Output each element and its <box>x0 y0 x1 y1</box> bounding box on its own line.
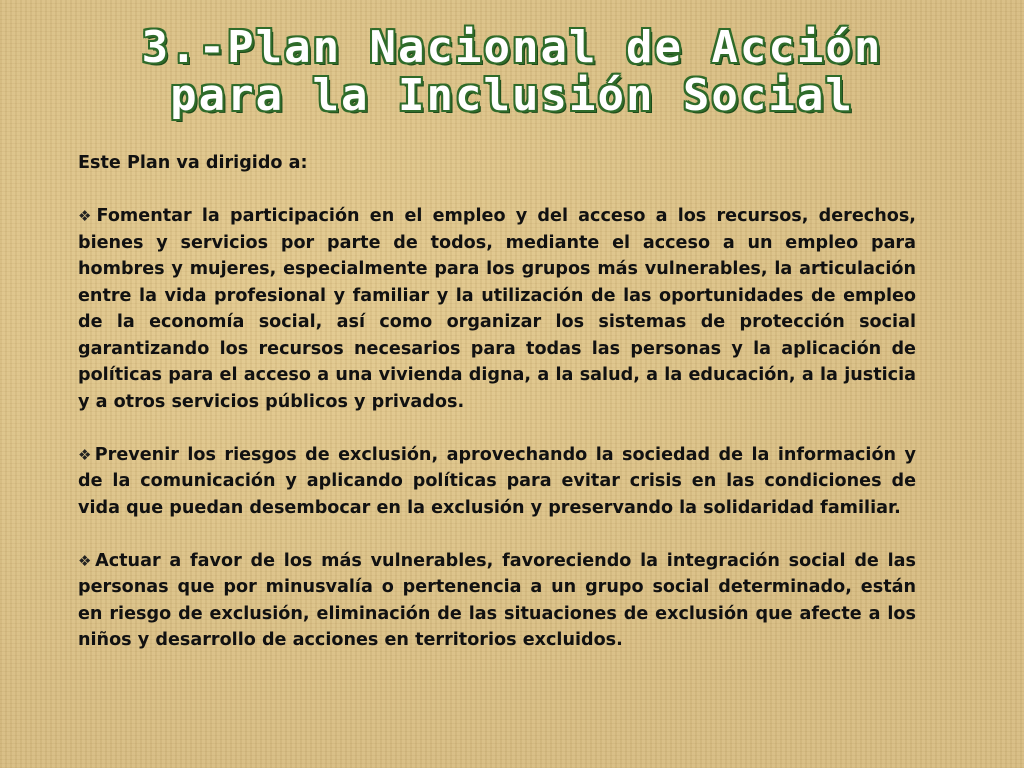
diamond-bullet-icon: ❖ <box>78 445 94 464</box>
bullet-item-1 <box>78 203 916 415</box>
bullet-item-2 <box>78 442 916 522</box>
diamond-bullet-icon: ❖ <box>78 551 95 570</box>
bullet-text-2: Prevenir los riesgos de exclusión, aprovechando la sociedad de la información y de la comunicación y aplicando políticas para evitar crisis en las condiciones de vida que puedan desembocar en la exclusión y preservando la solidaridad familiar. <box>78 444 916 518</box>
slide-body <box>78 150 916 654</box>
intro-text: Este Plan va dirigido a: <box>78 153 308 173</box>
slide-title-line-1: 3.-Plan Nacional de Acción <box>141 22 883 73</box>
diamond-bullet-icon: ❖ <box>78 207 96 225</box>
bullet-item-3 <box>78 548 916 654</box>
bullet-text-3: Actuar a favor de los más vulnerables, favoreciendo la integración social de las personas que por minusvalía o pertenencia a un grupo social determinado, están en riesgo de exclusión, eliminación de las situaciones de exclusión que afecte a los niños y desarrollo de acciones en territorios excluidos. <box>78 550 916 650</box>
slide-title-line-2: para la Inclusión Social <box>170 70 854 121</box>
bullet-text-1: Fomentar la participación en el empleo y del acceso a los recursos, derechos, bienes y servicios por parte de todos, mediante el acceso a un empleo para hombres y mujeres, especialmente para los grupos más vulnerables, la articulación entre la vida profesional y familiar y la utilización de las oportunidades de empleo de la economía social, así como organizar los sistemas de protección social garantizando los recursos necesarios para todas las personas y la aplicación de políticas para el acceso a una vivienda digna, a la salud, a la educación, a la justicia y a otros servicios públicos y privados. <box>78 206 916 412</box>
slide-title <box>0 24 1024 120</box>
